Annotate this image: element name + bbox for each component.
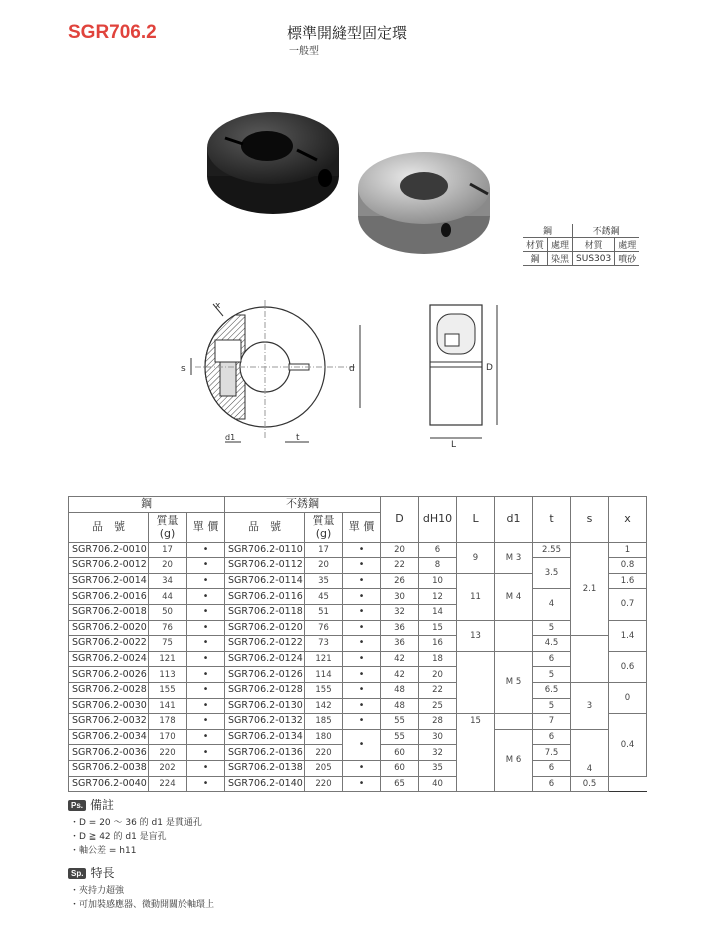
cell-D: 42 [381, 667, 419, 683]
stainless-price: • [343, 667, 381, 683]
table-row [69, 714, 647, 730]
table-row [69, 682, 647, 698]
dim-x-label: x [215, 301, 221, 311]
stainless-group-header: 不銹鋼 [225, 497, 381, 513]
cell-t: 6 [533, 651, 571, 667]
cell-t: 2.55 [533, 542, 571, 558]
stainless-part-no: SGR706.2-0132 [225, 714, 305, 730]
cell-d1: M 4 [495, 573, 533, 620]
table-row [69, 729, 647, 745]
steel-price: • [187, 667, 225, 683]
steel-mass: 76 [149, 620, 187, 636]
steel-part-no: SGR706.2-0036 [69, 745, 149, 761]
cell-x: 1 [609, 542, 647, 558]
cell-t: 7 [533, 714, 571, 730]
cell-D: 20 [381, 542, 419, 558]
steel-mass: 75 [149, 636, 187, 652]
finish-steel-header: 鋼 [523, 224, 573, 238]
col-stainless-price: 單 價 [343, 512, 381, 542]
cell-x: 0 [609, 682, 647, 713]
dim-D-label: D [486, 363, 493, 373]
cell-s [571, 636, 609, 683]
stainless-price: • [343, 604, 381, 620]
steel-price: • [187, 760, 225, 776]
stainless-part-no: SGR706.2-0128 [225, 682, 305, 698]
stainless-price: • [343, 698, 381, 714]
cell-d: 15 [419, 620, 457, 636]
stainless-part-no: SGR706.2-0124 [225, 651, 305, 667]
cell-t: 6 [533, 760, 571, 776]
steel-price: • [187, 714, 225, 730]
col-L: L [457, 497, 495, 543]
finish-table [523, 224, 639, 266]
dim-d1-label: d1 [225, 433, 236, 442]
steel-price: • [187, 682, 225, 698]
cell-t: 3.5 [533, 558, 571, 589]
col-stainless-part-no: 品 號 [225, 512, 305, 542]
cell-d: 32 [419, 745, 457, 761]
stainless-price: • [343, 682, 381, 698]
cell-d: 28 [419, 714, 457, 730]
steel-price: • [187, 729, 225, 745]
stainless-part-no: SGR706.2-0118 [225, 604, 305, 620]
cell-s: 3 [571, 682, 609, 729]
cell-D: 36 [381, 636, 419, 652]
stainless-mass: 17 [305, 542, 343, 558]
col-x: x [609, 497, 647, 543]
features-heading [68, 864, 114, 881]
stainless-part-no: SGR706.2-0136 [225, 745, 305, 761]
steel-part-no: SGR706.2-0012 [69, 558, 149, 574]
dim-s-label: s [181, 364, 186, 374]
stainless-part-no: SGR706.2-0114 [225, 573, 305, 589]
cell-s: 2.1 [571, 542, 609, 636]
note-item: ・軸公差 = h11 [70, 846, 137, 856]
note-item: ・D = 20 ～ 36 的 d1 是貫通孔 [70, 818, 202, 828]
dim-L-label: L [451, 440, 457, 450]
steel-part-no: SGR706.2-0032 [69, 714, 149, 730]
cell-d: 40 [419, 776, 457, 792]
stainless-price: • [343, 542, 381, 558]
cell-D: 48 [381, 698, 419, 714]
mass-label: 質量 [156, 514, 179, 528]
mass-unit-label: (g) [315, 527, 332, 541]
stainless-mass: 45 [305, 589, 343, 605]
cell-d1 [495, 620, 533, 651]
steel-price: • [187, 698, 225, 714]
stainless-mass: 142 [305, 698, 343, 714]
stainless-part-no: SGR706.2-0110 [225, 542, 305, 558]
ps-badge: Ps. [68, 800, 86, 811]
stainless-part-no: SGR706.2-0134 [225, 729, 305, 745]
steel-part-no: SGR706.2-0010 [69, 542, 149, 558]
cell-D: 60 [381, 760, 419, 776]
table-row [69, 589, 647, 605]
stainless-mass: 180 [305, 729, 343, 745]
cell-t: 6 [533, 729, 571, 745]
note-item: ・D ≧ 42 的 d1 是盲孔 [70, 832, 167, 842]
notes-heading [68, 796, 114, 813]
finish-cell: 材質 [523, 238, 548, 252]
steel-part-no: SGR706.2-0020 [69, 620, 149, 636]
col-steel-price: 單 價 [187, 512, 225, 542]
finish-cell: 鋼 [523, 252, 548, 266]
cell-d: 6 [419, 542, 457, 558]
table-row [69, 698, 647, 714]
cell-d: 8 [419, 558, 457, 574]
stainless-price: • [343, 760, 381, 776]
steel-mass: 113 [149, 667, 187, 683]
front-view-drawing [175, 290, 375, 460]
finish-cell: 染黑 [548, 252, 573, 266]
steel-part-no: SGR706.2-0018 [69, 604, 149, 620]
table-row [69, 667, 647, 683]
side-view-drawing [415, 300, 515, 450]
cell-d: 16 [419, 636, 457, 652]
stainless-mass: 20 [305, 558, 343, 574]
cell-t: 5 [533, 698, 571, 714]
table-row [69, 620, 647, 636]
table-row [69, 651, 647, 667]
cell-t: 6 [533, 776, 571, 792]
cell-d1: M 3 [495, 542, 533, 573]
stainless-mass: 51 [305, 604, 343, 620]
cell-L: 15 [457, 714, 495, 792]
cell-d: 12 [419, 589, 457, 605]
col-D: D [381, 497, 419, 543]
table-row [69, 760, 647, 776]
stainless-mass: 205 [305, 760, 343, 776]
cell-L: 9 [457, 542, 495, 573]
black-collar-photo [195, 108, 345, 218]
stainless-price: • [343, 776, 381, 792]
dim-t-label: t [296, 433, 300, 443]
table-row [69, 776, 647, 792]
stainless-mass: 73 [305, 636, 343, 652]
stainless-part-no: SGR706.2-0126 [225, 667, 305, 683]
stainless-part-no: SGR706.2-0120 [225, 620, 305, 636]
cell-t: 4 [533, 589, 571, 620]
cell-d: 14 [419, 604, 457, 620]
stainless-mass: 76 [305, 620, 343, 636]
finish-cell: 處理 [548, 238, 573, 252]
col-steel-part-no: 品 號 [69, 512, 149, 542]
stainless-mass: 220 [305, 745, 343, 761]
col-t: t [533, 497, 571, 543]
cell-x: 0.6 [609, 651, 647, 682]
stainless-price: • [343, 729, 381, 760]
steel-mass: 220 [149, 745, 187, 761]
cell-D: 55 [381, 714, 419, 730]
cell-d: 22 [419, 682, 457, 698]
cell-D: 55 [381, 729, 419, 745]
cell-x: 1.6 [609, 573, 647, 589]
steel-mass: 170 [149, 729, 187, 745]
finish-cell: 噴砂 [615, 252, 640, 266]
finish-cell: SUS303 [573, 252, 615, 266]
steel-price: • [187, 558, 225, 574]
steel-mass: 17 [149, 542, 187, 558]
steel-part-no: SGR706.2-0034 [69, 729, 149, 745]
cell-d1 [495, 714, 533, 730]
stainless-mass: 114 [305, 667, 343, 683]
cell-L: 11 [457, 573, 495, 620]
cell-D: 65 [381, 776, 419, 792]
cell-D: 36 [381, 620, 419, 636]
cell-d: 35 [419, 760, 457, 776]
steel-mass: 20 [149, 558, 187, 574]
features-title: 特長 [90, 866, 115, 880]
steel-group-header: 鋼 [69, 497, 225, 513]
cell-x: 0.7 [609, 589, 647, 620]
steel-part-no: SGR706.2-0014 [69, 573, 149, 589]
cell-t: 5 [533, 667, 571, 683]
cell-x: 0.8 [609, 558, 647, 574]
steel-price: • [187, 745, 225, 761]
stainless-mass: 185 [305, 714, 343, 730]
steel-price: • [187, 589, 225, 605]
steel-part-no: SGR706.2-0026 [69, 667, 149, 683]
steel-mass: 34 [149, 573, 187, 589]
steel-part-no: SGR706.2-0028 [69, 682, 149, 698]
cell-L [457, 651, 495, 713]
feature-item: ・夾持力超強 [70, 886, 125, 896]
cell-D: 42 [381, 651, 419, 667]
cell-d: 18 [419, 651, 457, 667]
steel-price: • [187, 776, 225, 792]
stainless-part-no: SGR706.2-0116 [225, 589, 305, 605]
cell-D: 22 [381, 558, 419, 574]
cell-t: 5 [533, 620, 571, 636]
stainless-part-no: SGR706.2-0138 [225, 760, 305, 776]
col-stainless-mass [305, 512, 343, 542]
cell-t: 6.5 [533, 682, 571, 698]
finish-cell: 材質 [573, 238, 615, 252]
cell-d1: M 5 [495, 651, 533, 713]
stainless-part-no: SGR706.2-0122 [225, 636, 305, 652]
cell-d: 20 [419, 667, 457, 683]
steel-price: • [187, 542, 225, 558]
feature-item: ・可加裝感應器、微動開關於軸環上 [70, 900, 215, 910]
cell-d: 10 [419, 573, 457, 589]
cell-D: 48 [381, 682, 419, 698]
sp-badge: Sp. [68, 868, 86, 879]
stainless-price: • [343, 714, 381, 730]
product-title: 標準開縫型固定環 [287, 24, 408, 42]
stainless-price: • [343, 636, 381, 652]
col-s: s [571, 497, 609, 543]
cell-D: 26 [381, 573, 419, 589]
stainless-price: • [343, 558, 381, 574]
cell-x: 1.4 [609, 620, 647, 651]
steel-part-no: SGR706.2-0030 [69, 698, 149, 714]
steel-mass: 141 [149, 698, 187, 714]
mass-label: 質量 [312, 514, 335, 528]
steel-part-no: SGR706.2-0040 [69, 776, 149, 792]
col-dH10: dH10 [419, 497, 457, 543]
mass-unit-label: (g) [159, 527, 176, 541]
spec-table [68, 496, 647, 792]
finish-cell: 處理 [615, 238, 640, 252]
steel-price: • [187, 620, 225, 636]
table-row [69, 558, 647, 574]
stainless-mass: 121 [305, 651, 343, 667]
steel-mass: 202 [149, 760, 187, 776]
stainless-mass: 220 [305, 776, 343, 792]
cell-t: 4.5 [533, 636, 571, 652]
steel-mass: 155 [149, 682, 187, 698]
stainless-price: • [343, 651, 381, 667]
cell-x: 0.5 [571, 776, 609, 792]
steel-price: • [187, 604, 225, 620]
stainless-mass: 35 [305, 573, 343, 589]
col-steel-mass [149, 512, 187, 542]
steel-mass: 224 [149, 776, 187, 792]
cell-D: 32 [381, 604, 419, 620]
steel-part-no: SGR706.2-0024 [69, 651, 149, 667]
product-subtitle: 一般型 [289, 46, 319, 57]
steel-price: • [187, 636, 225, 652]
steel-part-no: SGR706.2-0016 [69, 589, 149, 605]
steel-price: • [187, 573, 225, 589]
cell-d: 25 [419, 698, 457, 714]
cell-d: 30 [419, 729, 457, 745]
stainless-part-no: SGR706.2-0140 [225, 776, 305, 792]
steel-part-no: SGR706.2-0022 [69, 636, 149, 652]
cell-D: 60 [381, 745, 419, 761]
steel-mass: 50 [149, 604, 187, 620]
cell-D: 30 [381, 589, 419, 605]
cell-s: 4 [571, 729, 609, 776]
table-row [69, 542, 647, 558]
stainless-price: • [343, 573, 381, 589]
stainless-price: • [343, 620, 381, 636]
stainless-mass: 155 [305, 682, 343, 698]
col-d1: d1 [495, 497, 533, 543]
cell-L: 13 [457, 620, 495, 651]
dim-d-label: d [349, 364, 355, 374]
cell-x: 0.4 [609, 714, 647, 776]
stainless-collar-photo [352, 150, 502, 260]
steel-mass: 121 [149, 651, 187, 667]
finish-stainless-header: 不銹鋼 [573, 224, 640, 238]
stainless-part-no: SGR706.2-0130 [225, 698, 305, 714]
notes-title: 備註 [90, 798, 115, 812]
steel-mass: 44 [149, 589, 187, 605]
stainless-price: • [343, 589, 381, 605]
table-row [69, 636, 647, 652]
product-code: SGR706.2 [68, 22, 157, 43]
steel-mass: 178 [149, 714, 187, 730]
steel-part-no: SGR706.2-0038 [69, 760, 149, 776]
steel-price: • [187, 651, 225, 667]
cell-d1: M 6 [495, 729, 533, 791]
cell-t: 7.5 [533, 745, 571, 761]
stainless-part-no: SGR706.2-0112 [225, 558, 305, 574]
